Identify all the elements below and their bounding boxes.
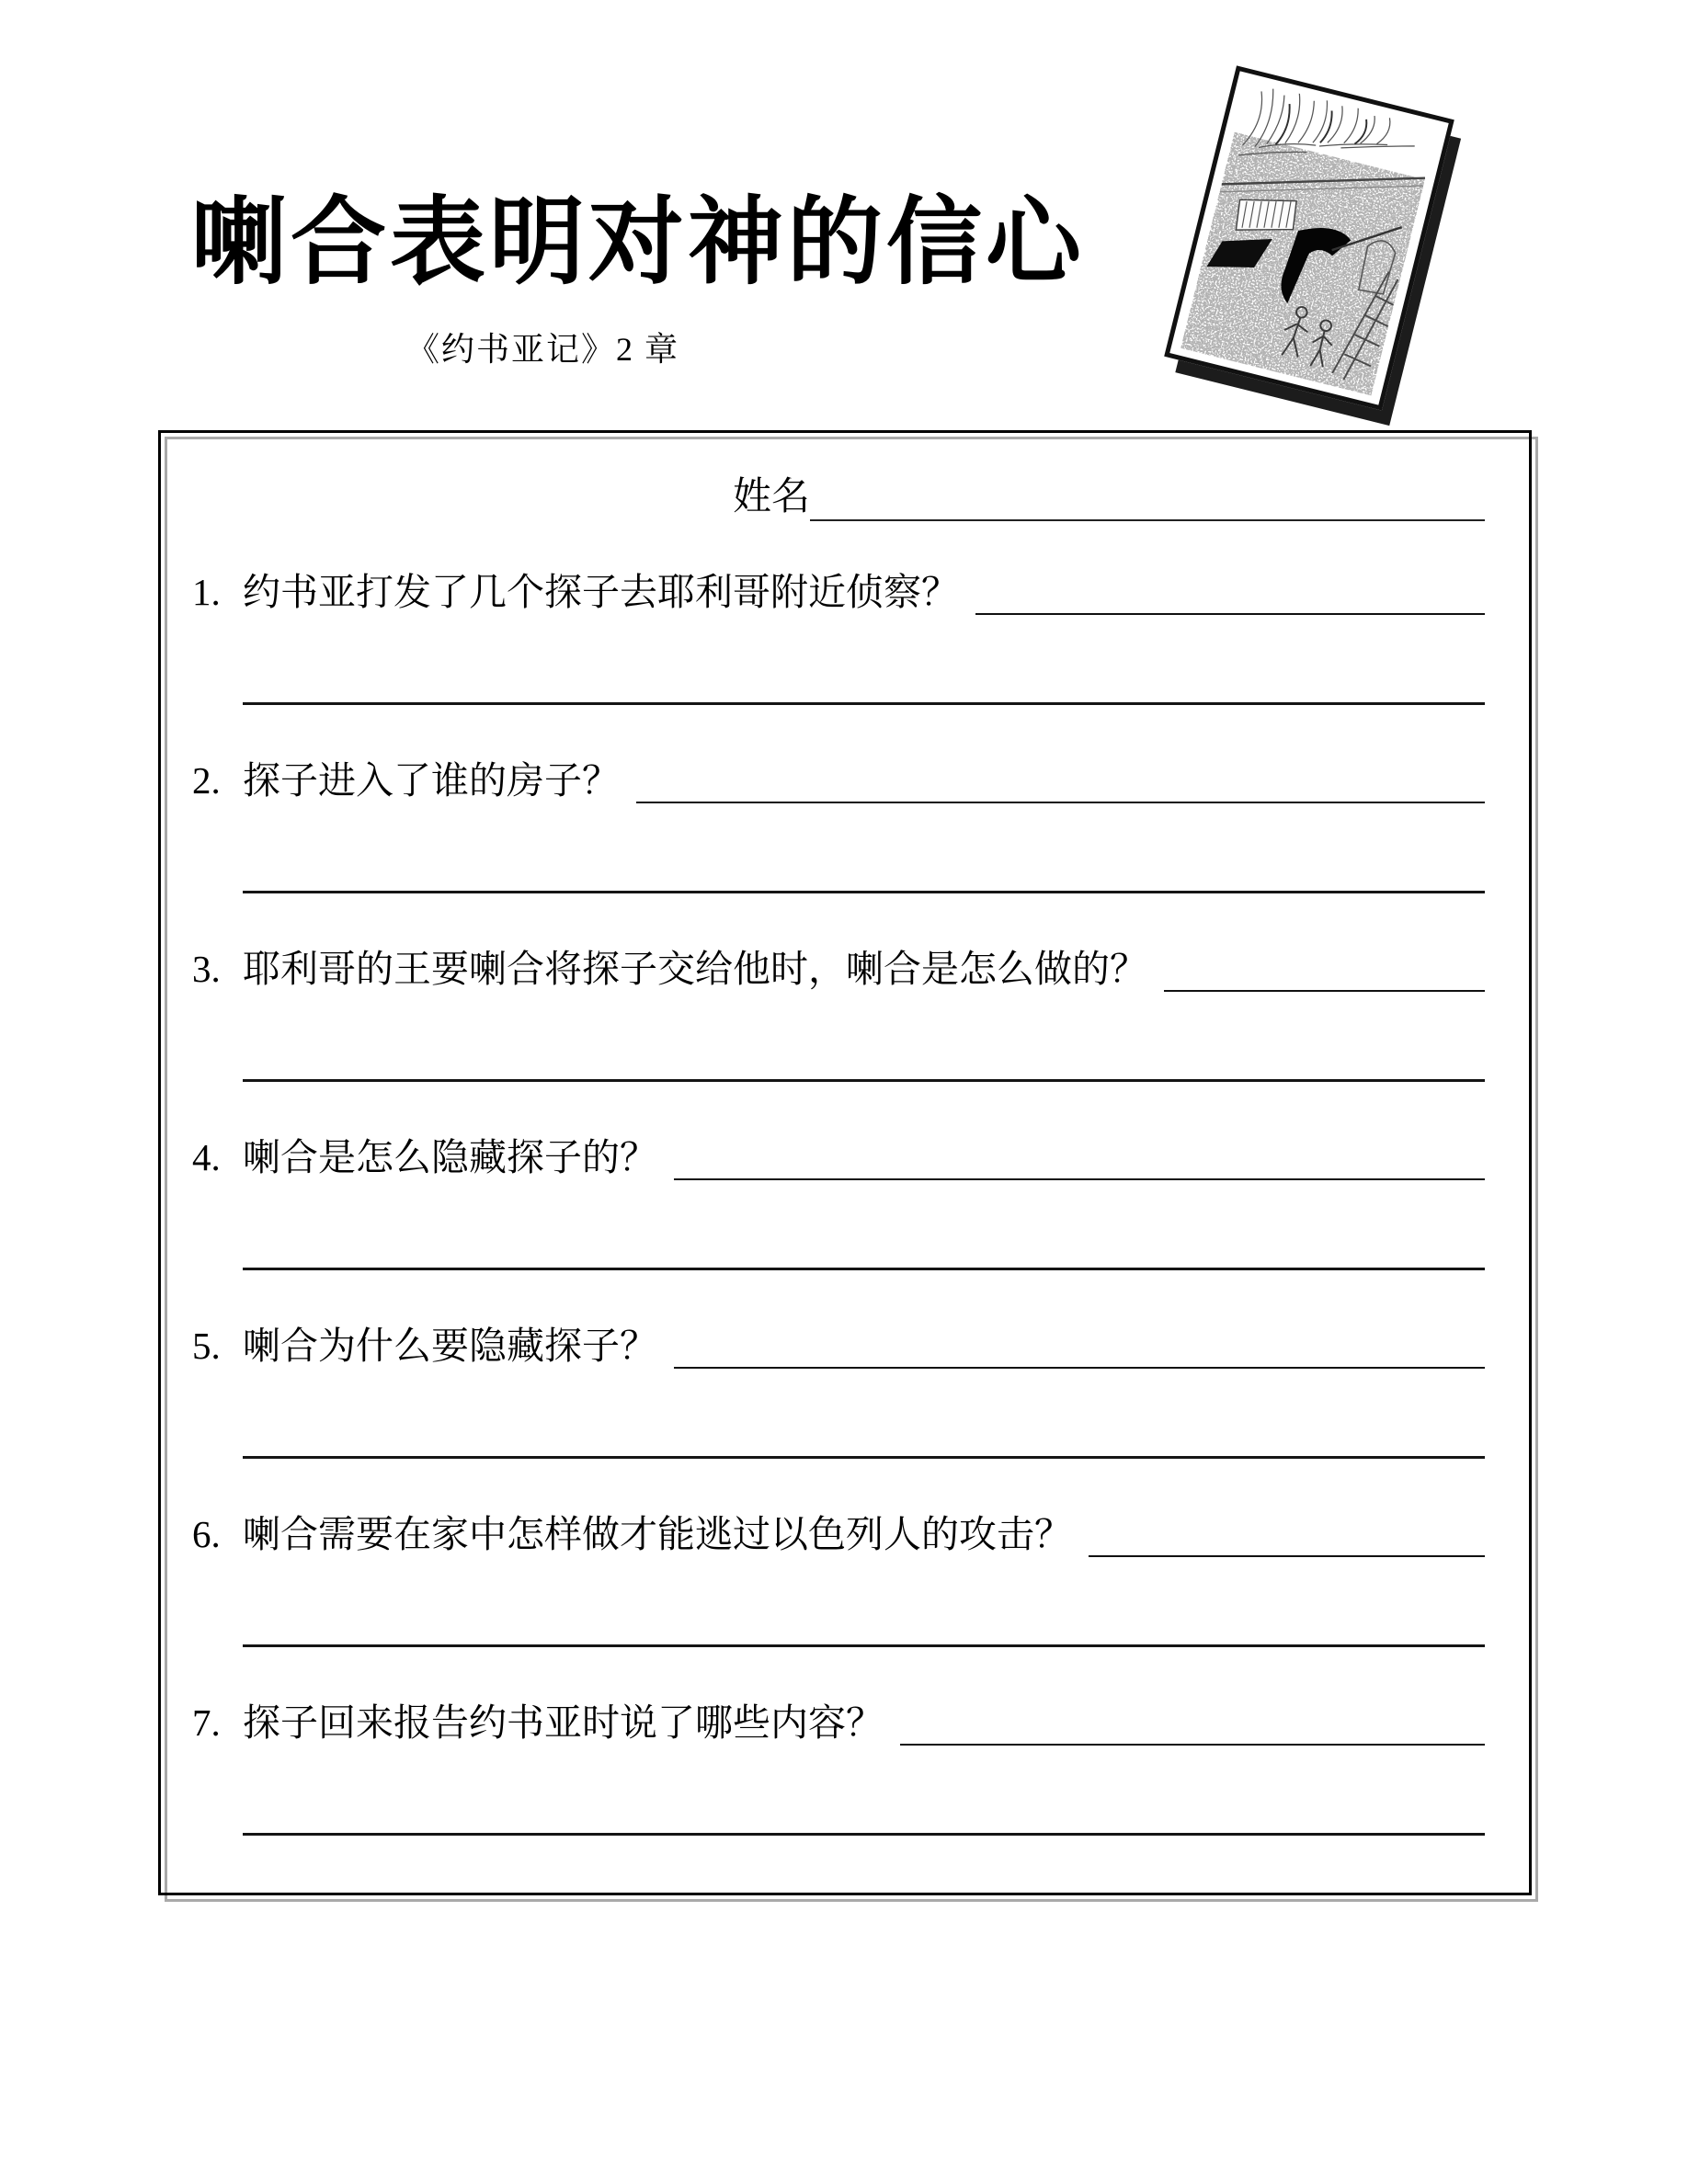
question-text: 耶利哥的王要喇合将探子交给他时，喇合是怎么做的？	[243, 948, 1147, 991]
answer-blank-line[interactable]	[243, 1644, 1485, 1647]
answer-blank-inline[interactable]	[674, 1323, 1485, 1369]
name-answer-blank[interactable]	[810, 477, 1485, 521]
question-text: 喇合需要在家中怎样做才能逃过以色列人的攻击？	[243, 1513, 1072, 1556]
answer-blank-inline[interactable]	[900, 1700, 1485, 1746]
question-number: 3.	[192, 948, 221, 991]
answer-blank-line[interactable]	[243, 1268, 1485, 1270]
question-block	[192, 1323, 1485, 1459]
answer-blank-inline[interactable]	[636, 757, 1485, 803]
question-row	[192, 1511, 1485, 1557]
question-frame	[158, 430, 1526, 1890]
question-block	[192, 1511, 1485, 1647]
question-row	[192, 946, 1485, 992]
question-number: 2.	[192, 759, 221, 802]
question-text: 喇合是怎么隐藏探子的？	[243, 1136, 657, 1179]
name-label: 姓名	[733, 476, 811, 518]
question-row	[192, 569, 1485, 615]
answer-blank-line[interactable]	[243, 702, 1485, 705]
question-list-container	[158, 430, 1526, 1890]
answer-blank-line[interactable]	[243, 891, 1485, 893]
question-number: 7.	[192, 1701, 221, 1745]
question-row	[192, 1323, 1485, 1369]
question-row	[192, 757, 1485, 803]
answer-blank-line[interactable]	[243, 1079, 1485, 1082]
answer-blank-inline[interactable]	[1164, 946, 1485, 992]
answer-blank-line[interactable]	[243, 1456, 1485, 1459]
question-row	[192, 1134, 1485, 1180]
story-illustration-sketch	[1179, 80, 1440, 396]
question-row	[192, 1700, 1485, 1746]
question-number: 4.	[192, 1136, 221, 1179]
page-subtitle: 《约书亚记》2 章	[406, 331, 680, 368]
question-block	[192, 1700, 1485, 1836]
question-number: 6.	[192, 1513, 221, 1556]
page-title: 喇合表明对神的信心	[191, 185, 1086, 298]
question-text: 探子进入了谁的房子？	[243, 759, 620, 802]
answer-blank-inline[interactable]	[1089, 1511, 1485, 1557]
answer-blank-line[interactable]	[243, 1833, 1485, 1836]
question-text: 约书亚打发了几个探子去耶利哥附近侦察？	[243, 571, 959, 614]
question-block	[192, 569, 1485, 705]
name-row	[733, 474, 1485, 521]
question-text: 喇合为什么要隐藏探子？	[243, 1325, 657, 1368]
question-number: 1.	[192, 571, 221, 614]
questions-list	[192, 569, 1485, 1836]
answer-blank-inline[interactable]	[674, 1134, 1485, 1180]
answer-blank-inline[interactable]	[975, 569, 1485, 615]
story-illustration	[1164, 65, 1454, 410]
question-block	[192, 946, 1485, 1082]
question-text: 探子回来报告约书亚时说了哪些内容？	[243, 1701, 884, 1745]
question-block	[192, 757, 1485, 893]
question-block	[192, 1134, 1485, 1270]
question-number: 5.	[192, 1325, 221, 1368]
